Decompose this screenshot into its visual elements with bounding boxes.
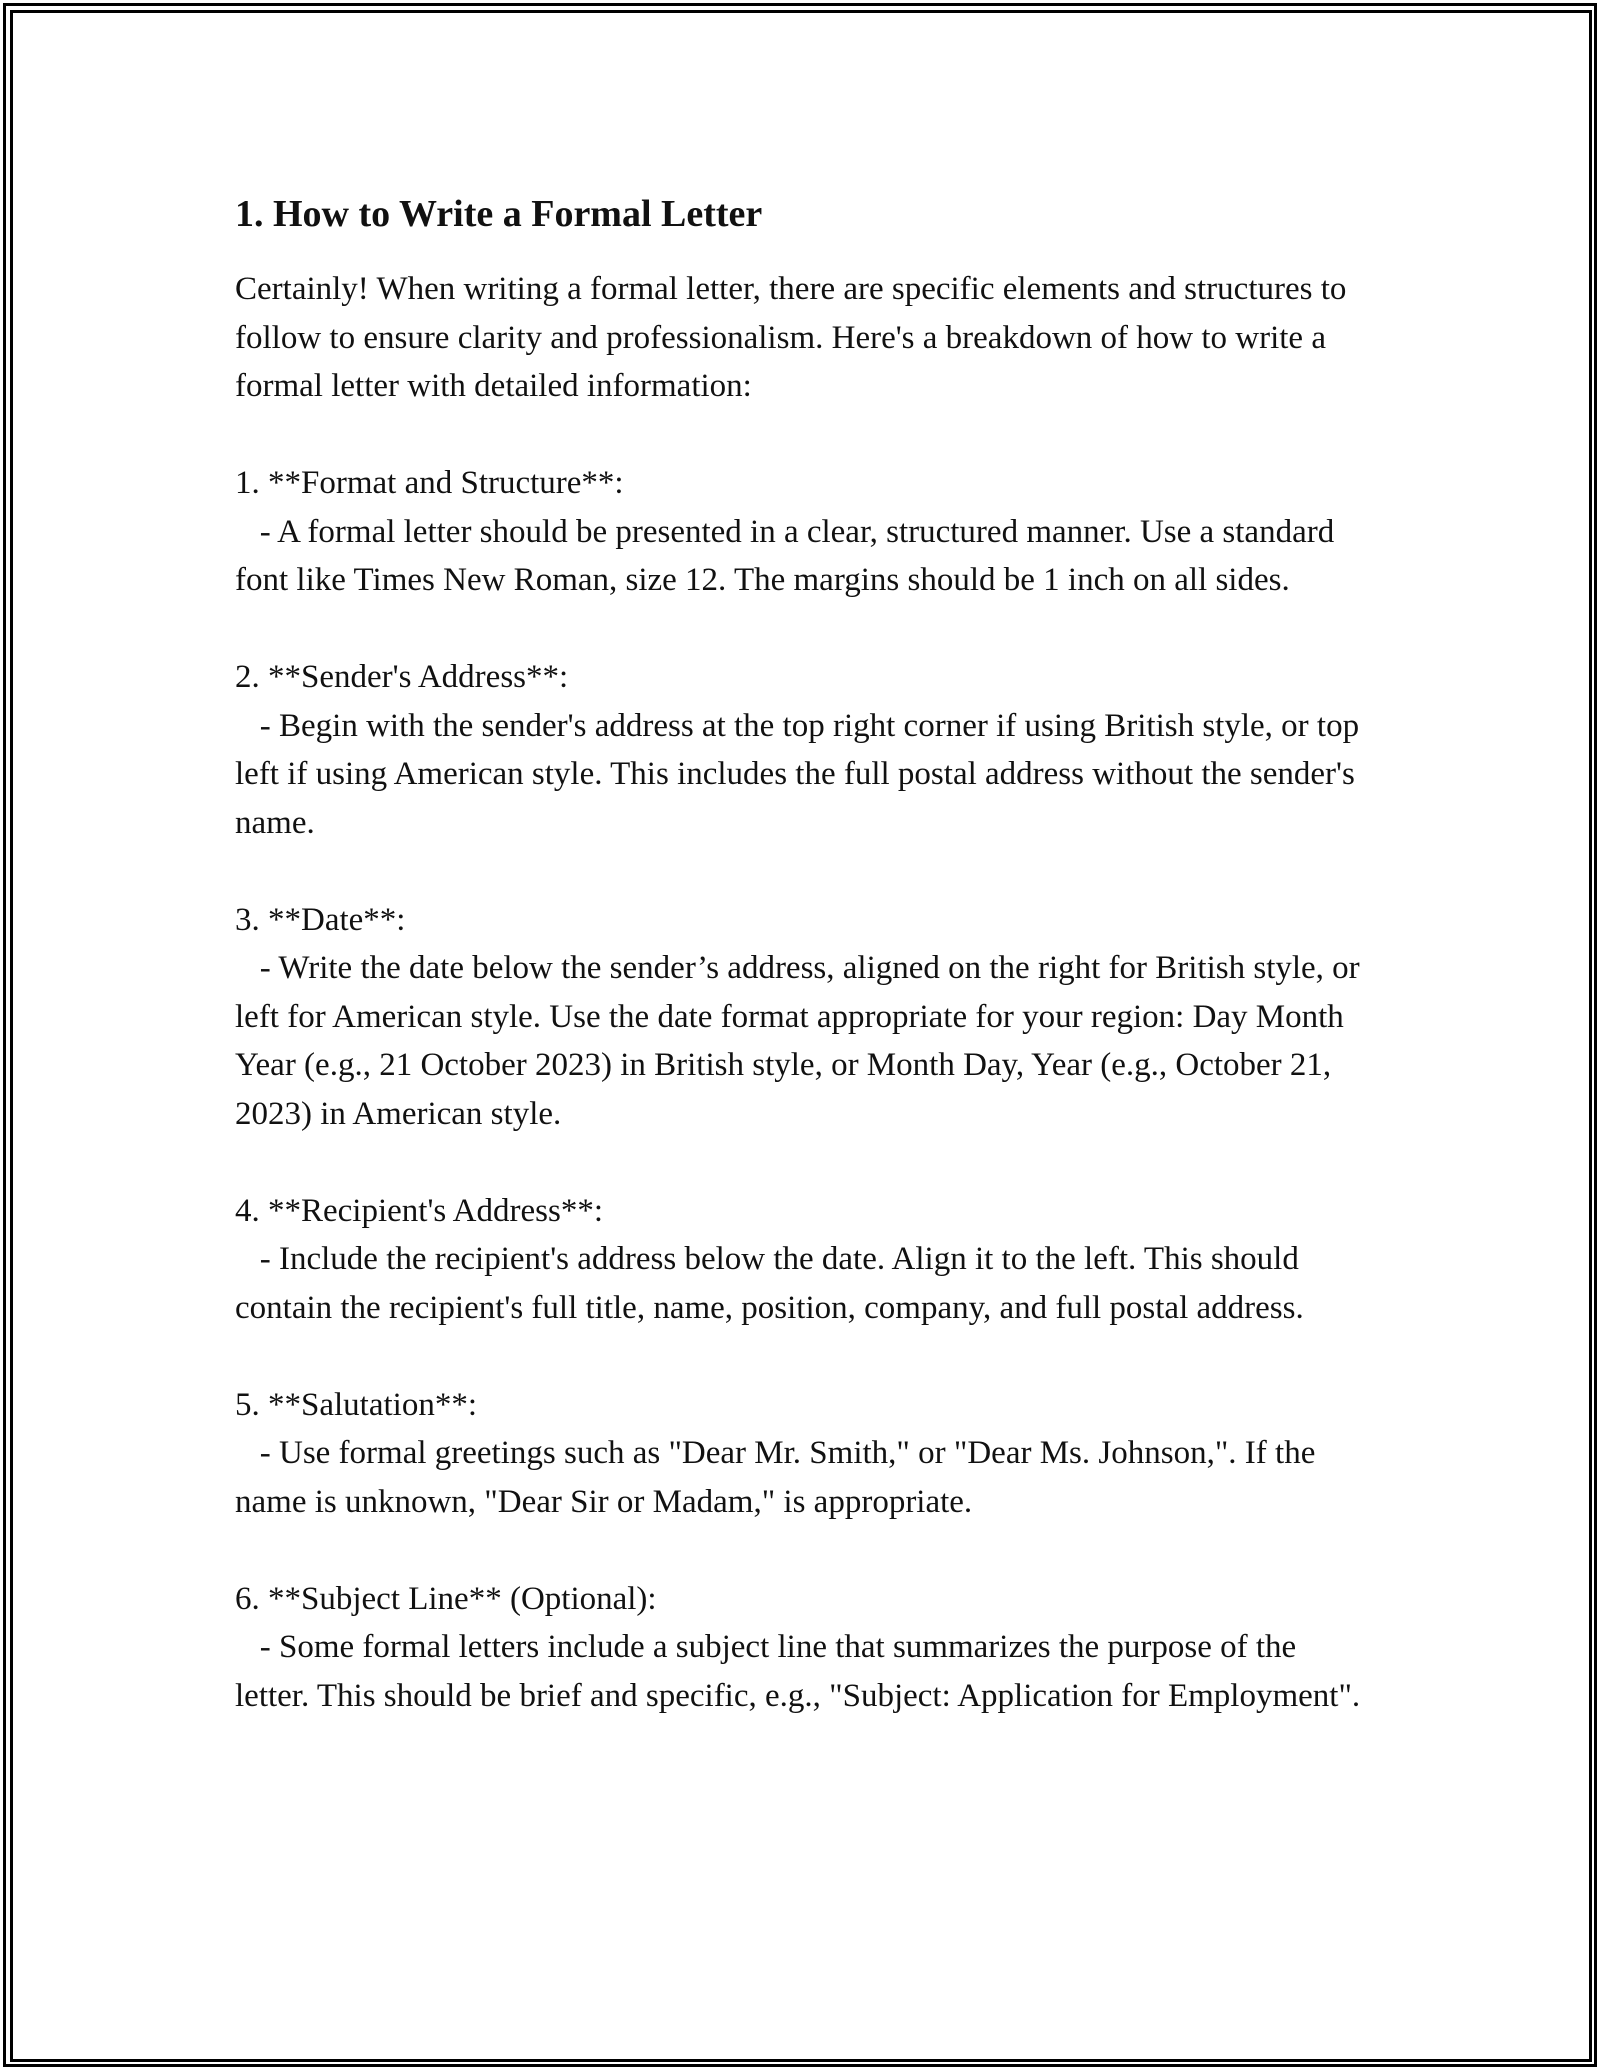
section-senders-address (235, 653, 1375, 847)
section-heading: 3. **Date**: (235, 901, 406, 938)
document-content (235, 188, 1375, 1720)
section-body (235, 702, 1375, 848)
section-body (235, 944, 1375, 1138)
section-body (235, 508, 1375, 605)
section-body-text: - Begin with the sender's address at the top right corner if using British style, or top left if using American style. This includes the full postal address without the sender's name. (235, 707, 1360, 841)
section-recipients-address (235, 1187, 1375, 1333)
section-heading: 2. **Sender's Address**: (235, 659, 569, 695)
section-subject-line (235, 1575, 1375, 1721)
section-heading: 6. **Subject Line** (Optional): (235, 1580, 657, 1617)
section-heading: 5. **Salutation**: (235, 1386, 477, 1423)
section-body-text: - Some formal letters include a subject line that summarizes the purpose of the letter. This should be brief and specific, e.g., "Subject: Application for Employment". (235, 1629, 1361, 1714)
section-body (235, 1429, 1375, 1526)
section-body-text: - Include the recipient's address below the date. Align it to the left. This should contain the recipient's full title, name, position, company, and full postal address. (235, 1241, 1304, 1326)
intro-paragraph: Certainly! When writing a formal letter, there are specific elements and structures to follow to ensure clarity and professionalism. Here's a breakdown of how to write a formal letter with detailed information: (235, 271, 1347, 404)
section-format-structure (235, 459, 1375, 605)
section-heading: 4. **Recipient's Address**: (235, 1192, 603, 1229)
document-title: 1. How to Write a Formal Letter (235, 193, 763, 235)
section-body (235, 1623, 1375, 1720)
section-date (235, 896, 1375, 1139)
section-body-text: - A formal letter should be presented in a clear, structured manner. Use a standard font like Times New Roman, size 12. The margins should be 1 inch on all sides. (235, 513, 1335, 598)
section-body-text: - Write the date below the sender’s address, aligned on the right for British style, or left for American style. Use the date format appropriate for your region: Day Month Year (e.g., 21 October 2023) in British style, or Month Day, Year (e.g., October 21, 2023) in American style. (235, 950, 1360, 1132)
section-body (235, 1235, 1375, 1332)
section-body-text: - Use formal greetings such as "Dear Mr. Smith," or "Dear Ms. Johnson,". If the name is unknown, "Dear Sir or Madam," is appropriate. (235, 1435, 1316, 1520)
section-heading: 1. **Format and Structure**: (235, 465, 624, 501)
section-salutation (235, 1381, 1375, 1527)
